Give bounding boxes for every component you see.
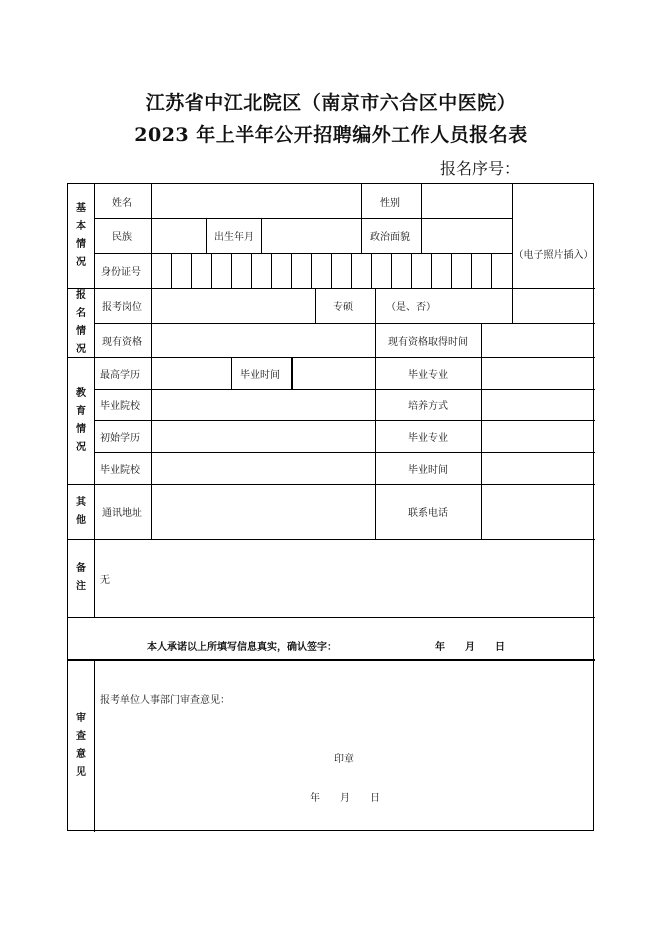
politics-field[interactable] bbox=[422, 219, 511, 252]
section-review: 审 查 意 见 bbox=[76, 713, 86, 778]
review-year: 年 bbox=[310, 792, 320, 804]
label-name: 姓名 bbox=[112, 197, 132, 209]
review-opinion-label: 报考单位人事部门审查意见： bbox=[100, 694, 230, 706]
initial-degree-field[interactable] bbox=[152, 421, 374, 451]
pledge-day: 日 bbox=[495, 642, 505, 653]
school-2-field[interactable] bbox=[152, 453, 374, 483]
major-field[interactable] bbox=[482, 358, 594, 388]
qualification-time-field[interactable] bbox=[482, 324, 594, 356]
qualification-field[interactable] bbox=[152, 324, 374, 356]
form-title: 江苏省中江北院区（南京市六合区中医院） bbox=[145, 92, 517, 114]
remark-value[interactable]: 无 bbox=[100, 574, 110, 586]
label-school: 毕业院校 bbox=[100, 401, 140, 412]
section-basic: 基 本 情 况 bbox=[76, 203, 86, 268]
label-major-2: 毕业专业 bbox=[408, 432, 448, 444]
label-ethnicity: 民族 bbox=[112, 232, 132, 243]
label-major: 毕业专业 bbox=[408, 369, 448, 381]
label-qualification-time: 现有资格取得时间 bbox=[388, 336, 468, 348]
label-training-mode: 培养方式 bbox=[408, 401, 448, 412]
grad-time-2-field[interactable] bbox=[482, 453, 594, 483]
major-2-field[interactable] bbox=[482, 421, 594, 451]
label-address: 通讯地址 bbox=[102, 508, 142, 519]
label-phone: 联系电话 bbox=[408, 508, 448, 519]
phone-field[interactable] bbox=[482, 485, 594, 538]
review-month: 月 bbox=[340, 792, 350, 804]
pledge-text: 本人承诺以上所填写信息真实，确认签字： bbox=[147, 642, 337, 653]
school-field[interactable] bbox=[152, 390, 374, 419]
label-initial-degree: 初始学历 bbox=[100, 432, 140, 444]
section-other: 其 他 bbox=[76, 496, 86, 526]
registration-form-table bbox=[67, 183, 594, 831]
section-apply: 报 名 情 况 bbox=[76, 289, 86, 355]
address-field[interactable] bbox=[152, 485, 374, 538]
section-education: 教 育 情 况 bbox=[76, 387, 86, 453]
label-gender: 性别 bbox=[380, 197, 400, 209]
grad-time-field[interactable] bbox=[294, 358, 374, 388]
pledge-year: 年 bbox=[435, 642, 445, 653]
name-field[interactable] bbox=[152, 185, 360, 217]
training-mode-field[interactable] bbox=[482, 390, 594, 419]
gender-field[interactable] bbox=[422, 185, 511, 217]
position-field[interactable] bbox=[152, 289, 314, 322]
label-highest-degree: 最高学历 bbox=[100, 369, 140, 381]
label-politics: 政治面貌 bbox=[370, 232, 410, 243]
form-subtitle: 2023 年上半年公开招聘编外工作人员报名表 bbox=[134, 124, 528, 146]
birth-field[interactable] bbox=[262, 219, 360, 252]
label-position: 报考岗位 bbox=[102, 302, 142, 313]
highest-degree-field[interactable] bbox=[152, 358, 230, 388]
label-school-2: 毕业院校 bbox=[100, 464, 140, 476]
label-grad-time-2: 毕业时间 bbox=[408, 464, 448, 476]
serial-number-label: 报名序号： bbox=[440, 159, 521, 178]
review-seal: 印章 bbox=[334, 753, 354, 765]
master-field[interactable]: （是、否） bbox=[386, 302, 436, 313]
label-birth: 出生年月 bbox=[214, 232, 254, 243]
label-id-number: 身份证号 bbox=[101, 267, 141, 278]
photo-placeholder[interactable]: （电子照片插入） bbox=[513, 250, 594, 261]
id-number-field[interactable] bbox=[152, 254, 511, 287]
label-master: 专硕 bbox=[333, 302, 353, 313]
section-remark: 备 注 bbox=[76, 563, 86, 592]
label-qualification: 现有资格 bbox=[102, 336, 142, 348]
ethnicity-field[interactable] bbox=[152, 219, 205, 252]
pledge-month: 月 bbox=[465, 642, 475, 653]
review-day: 日 bbox=[370, 792, 380, 804]
label-grad-time: 毕业时间 bbox=[240, 369, 280, 381]
